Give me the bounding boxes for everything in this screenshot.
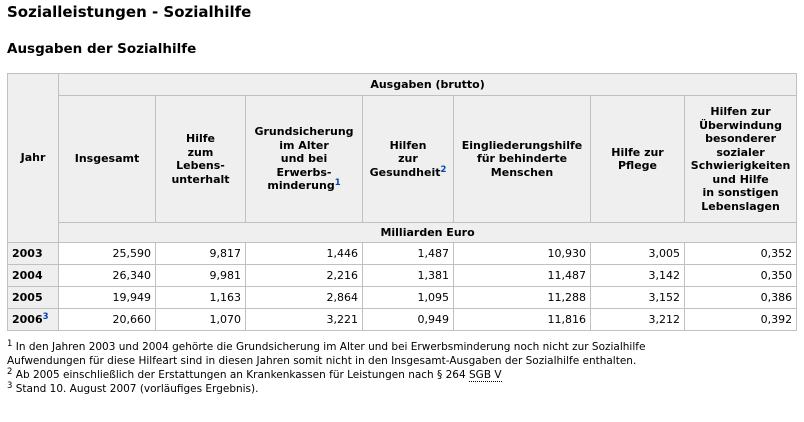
table-cell: 20,660 <box>59 309 156 331</box>
table-cell: 3,142 <box>591 265 685 287</box>
table-cell: 2,864 <box>246 287 363 309</box>
table-cell: 11,816 <box>454 309 591 331</box>
table-cell: 26,340 <box>59 265 156 287</box>
column-header-grundsicherung: Grundsicherung im Alter und bei Erwerbs- minderung$^1$ <box>246 96 363 223</box>
year-header: Jahr <box>8 74 59 243</box>
table-cell: 0,386 <box>685 287 797 309</box>
section-title: Ausgaben der Sozialhilfe <box>7 41 197 57</box>
table-cell: 25,590 <box>59 243 156 265</box>
table-cell: 0,350 <box>685 265 797 287</box>
table-cell: 1,446 <box>246 243 363 265</box>
table-cell: 9,981 <box>156 265 246 287</box>
table-row <box>8 265 797 287</box>
table-cell: 3,221 <box>246 309 363 331</box>
table-cell: 1,163 <box>156 287 246 309</box>
table-row <box>8 287 797 309</box>
column-header-gesundheit: Hilfen zur Gesundheit$^2$ <box>363 96 454 223</box>
column-header-pflege: Hilfe zur Pflege <box>591 96 685 223</box>
year-cell: 2006$^3$ <box>8 309 59 331</box>
table-cell: 3,152 <box>591 287 685 309</box>
column-header-lebensunterhalt: Hilfe zum Lebens- unterhalt <box>156 96 246 223</box>
table-cell: 3,212 <box>591 309 685 331</box>
year-cell: 2005 <box>8 287 59 309</box>
page-title: Sozialleistungen - Sozialhilfe <box>7 3 252 21</box>
column-header-eingliederungshilfe: Eingliederungshilfe für behinderte Menschen <box>454 96 591 223</box>
table-cell: 9,817 <box>156 243 246 265</box>
year-cell: 2004 <box>8 265 59 287</box>
footnotes <box>7 340 797 396</box>
footnote-3: $^3$ Stand 10. August 2007 (vorläufiges Ergebnis). <box>7 381 259 395</box>
table-row <box>8 309 797 331</box>
year-cell: 2003 <box>8 243 59 265</box>
table-cell: 1,070 <box>156 309 246 331</box>
table-row <box>8 243 797 265</box>
table-cell: 10,930 <box>454 243 591 265</box>
unit-header: Milliarden Euro <box>59 223 797 243</box>
footnote-ref-2[interactable]: 2 <box>440 164 447 175</box>
table-cell: 0,352 <box>685 243 797 265</box>
column-header-sonstige-hilfen: Hilfen zur Überwindung besonderer sozialer Schwierigkeiten und Hilfe in sonstigen Lebenslagen <box>685 96 797 223</box>
table-cell: 1,381 <box>363 265 454 287</box>
footnote-2: $^2$ Ab 2005 einschließlich der Erstattungen an Krankenkassen für Leistungen nach § 264 SGB V <box>7 367 502 381</box>
footnote-marker: 2 <box>7 367 13 377</box>
footnote-marker: 3 <box>7 381 13 391</box>
table-cell: 3,005 <box>591 243 685 265</box>
sgb-abbreviation[interactable]: SGB V <box>469 369 502 381</box>
footnote-marker: 1 <box>7 339 13 349</box>
table-cell: 2,216 <box>246 265 363 287</box>
table-cell: 11,487 <box>454 265 591 287</box>
table-cell: 1,487 <box>363 243 454 265</box>
group-header: Ausgaben (brutto) <box>59 74 797 96</box>
footnote-ref-1[interactable]: 1 <box>334 178 341 189</box>
column-header-insgesamt: Insgesamt <box>59 96 156 223</box>
social-assistance-table <box>7 73 797 331</box>
table-cell: 11,288 <box>454 287 591 309</box>
table-cell: 1,095 <box>363 287 454 309</box>
footnote-1: $^1$ In den Jahren 2003 und 2004 gehörte die Grundsicherung im Alter und bei Erwerbsminderung noch nicht zur Sozialhilfe Aufwendungen für diese Hilfeart sind in diesen Jahren somit nicht in den Insgesamt-Ausgaben der Sozialhilfe enthalten. <box>7 339 646 367</box>
table-cell: 0,949 <box>363 309 454 331</box>
table-cell: 0,392 <box>685 309 797 331</box>
footnote-ref-3[interactable]: 3 <box>42 312 49 322</box>
table-cell: 19,949 <box>59 287 156 309</box>
